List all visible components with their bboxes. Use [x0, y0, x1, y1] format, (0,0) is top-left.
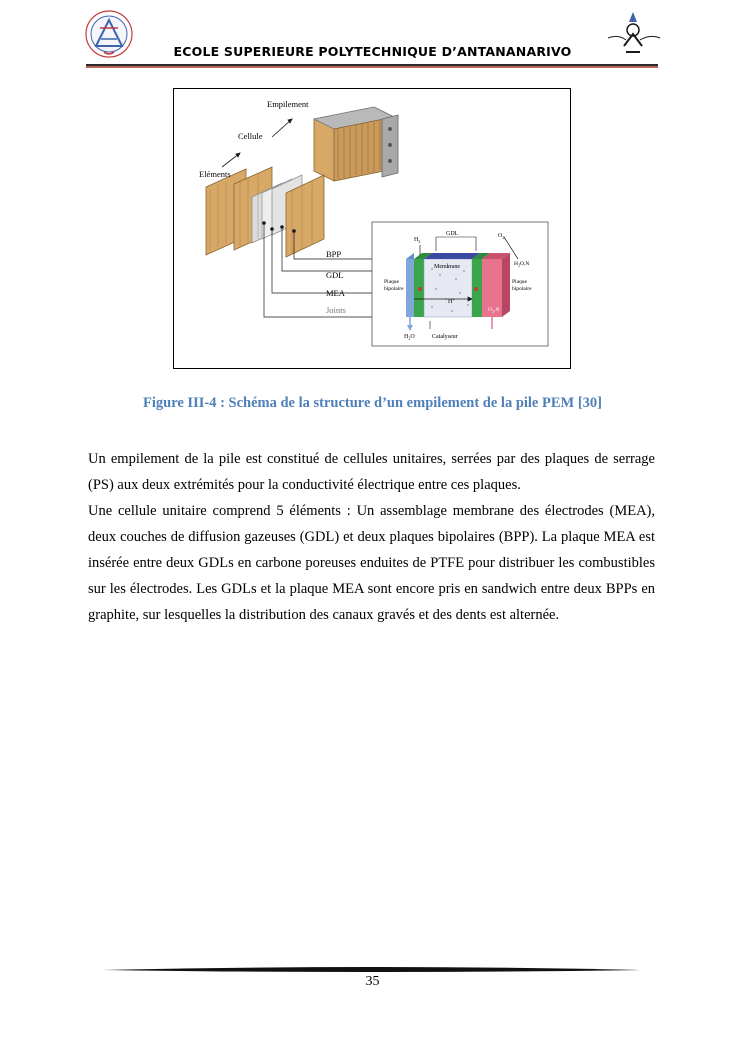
inset-o2-label: O — [498, 233, 503, 239]
svg-text:H2O: $H_2O$ — [404, 334, 415, 341]
figure-frame — [173, 88, 571, 369]
svg-text:H2 — [414, 237, 420, 244]
inset-h2-sub: 2 — [418, 239, 421, 244]
inset-hplus-sup: + — [452, 297, 455, 302]
pem-stack-diagram — [174, 89, 570, 368]
inset-h2o-top-label: H — [514, 261, 518, 267]
label-stack: Empilement — [267, 99, 309, 109]
svg-text:O2 — [498, 233, 504, 240]
header-title: ECOLE SUPERIEURE POLYTECHNIQUE D’ANTANANARIVO — [173, 44, 572, 59]
svg-text:O2,N: $O_2,N$ — [488, 307, 500, 314]
label-gdl: GDL — [326, 270, 344, 280]
label-bpp: BPP — [326, 249, 342, 259]
exploded-cell-plates-icon — [206, 167, 324, 257]
inset-catalyst-label: Catalyseur — [432, 334, 458, 340]
label-elements: Eléments — [199, 169, 231, 179]
figure-caption: Figure III-4 : Schéma de la structure d’un empilement de la pile PEM [30] — [143, 395, 602, 411]
inset-plate-right-line1: Plaque — [512, 279, 527, 285]
inset-h2o-top-rest: O,N — [519, 261, 530, 267]
footer-divider — [102, 966, 642, 974]
inset-o2-sub: 2 — [502, 235, 505, 240]
header-divider-accent — [86, 66, 658, 68]
hierarchy-arrows — [222, 119, 292, 167]
label-mea: MEA — [326, 288, 345, 298]
inset-o2n2-rest: ,N — [493, 307, 500, 313]
label-cell: Cellule — [238, 131, 263, 141]
inset-h2o-bottom-rest: O — [410, 334, 415, 340]
inset-o2n2-label: O — [488, 307, 492, 313]
inset-gdl-label: GDL — [446, 231, 459, 237]
label-joints: Joints — [326, 305, 346, 315]
inset-plate-left-line1: Plaque — [384, 279, 399, 285]
inset-h2-label: H — [414, 237, 419, 243]
inset-plate-left-line2: bipolaire — [384, 286, 404, 292]
paragraph-cell: Une cellule unitaire comprend 5 éléments : Un assemblage membrane des électrodes (MEA), deux couches de diffusion gazeuses (GDL) et deux plaques bipolaires (BPP). La plaque MEA est insérée entre deux GDLs en carbone poreuses enduites de PTFE pour distribuer les combustibles sur les électrodes. Les GDLs et la plaque MEA sont encore pris en sandwich entre deux BPPs en graphite, sur lesquelles la distribution des canaux gravés et des dents est alternée. — [88, 503, 655, 623]
inset-h2o-bottom-label: H — [404, 334, 409, 340]
stack-block-icon — [314, 107, 398, 181]
svg-text:H2O,N: $H_2O,N$ — [514, 261, 530, 268]
page-number: 35 — [365, 974, 380, 989]
paragraph-stack: Un empilement de la pile est constitué de cellules unitaires, serrées par des plaques de serrage (PS) aux deux extrémités pour la conductivité électrique entre ces plaques. — [88, 451, 655, 493]
inset-plate-right-line2: bipolaire — [512, 286, 532, 292]
inset-hplus-label: H — [448, 299, 453, 305]
inset-membrane-label: Membrane — [434, 264, 460, 270]
